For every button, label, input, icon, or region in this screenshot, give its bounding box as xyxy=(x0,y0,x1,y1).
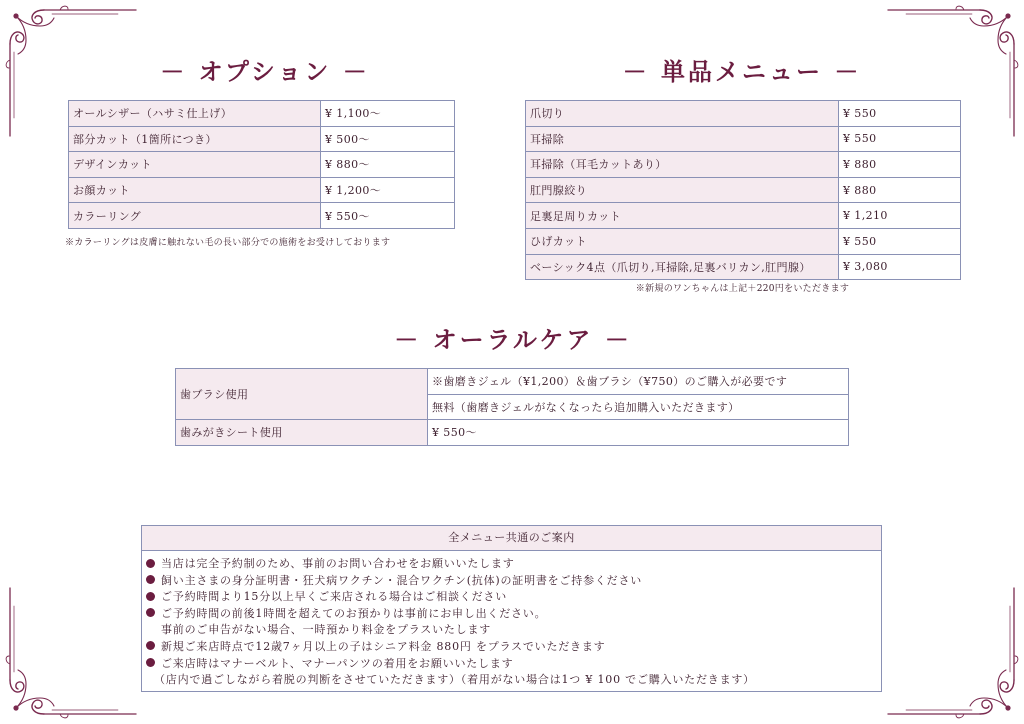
option-price: ¥ 1,200～ xyxy=(321,177,455,203)
option-name: オールシザー（ハサミ仕上げ） xyxy=(69,101,321,127)
options-heading: － オプション － xyxy=(160,57,370,86)
notice-text: （店内で過ごしながら着脱の判断をさせていただきます）（着用がない場合は1つ ¥ 100 でご購入いただきます） xyxy=(154,673,755,687)
table-row xyxy=(176,420,849,446)
options-note: ※カラーリングは皮膚に触れない毛の長い部分での施術をお受けしております xyxy=(65,238,391,248)
table-row xyxy=(69,152,455,178)
table-row xyxy=(526,228,961,254)
menu-item-name: 耳掃除 xyxy=(526,126,839,152)
menu-item-price: ¥ 880 xyxy=(839,177,961,203)
notice-text: ご予約時間の前後1時間を超えてのお預かりは事前にお申し出ください。 xyxy=(161,606,547,620)
toothbrush-label: 歯ブラシ使用 xyxy=(176,369,428,420)
bullet-icon xyxy=(146,592,155,601)
table-row xyxy=(526,126,961,152)
option-price: ¥ 550～ xyxy=(321,203,455,229)
notice-text: 飼い主さまの身分証明書・狂犬病ワクチン・混合ワクチン(抗体)の証明書をご持参ください xyxy=(161,573,643,587)
list-item-continuation xyxy=(146,622,877,639)
options-table xyxy=(68,100,455,229)
option-name: カラーリング xyxy=(69,203,321,229)
list-item xyxy=(146,573,877,590)
notice-text: 事前のご申告がない場合、一時預かり料金をプラスいたします xyxy=(161,623,492,637)
bullet-icon xyxy=(146,559,155,568)
table-row xyxy=(69,177,455,203)
list-item xyxy=(146,556,877,573)
toothbrush-detail: ※歯磨きジェル（¥1,200）＆歯ブラシ（¥750）のご購入が必要です xyxy=(428,369,849,395)
list-item xyxy=(146,589,877,606)
toothbrush-detail: 無料（歯磨きジェルがなくなったら追加購入いただきます） xyxy=(428,394,849,420)
notice-text: 当店は完全予約制のため、事前のお問い合わせをお願いいたします xyxy=(161,557,515,570)
list-item xyxy=(146,606,877,623)
bullet-icon xyxy=(146,658,155,667)
bullet-icon xyxy=(146,575,155,584)
menu-item-price: ¥ 3,080 xyxy=(839,254,961,280)
sheet-label: 歯みがきシート使用 xyxy=(176,420,428,446)
single-menu-table xyxy=(525,100,961,280)
table-row xyxy=(526,203,961,229)
option-price: ¥ 500～ xyxy=(321,126,455,152)
menu-item-price: ¥ 550 xyxy=(839,101,961,127)
menu-item-name: 爪切り xyxy=(526,101,839,127)
corner-ornament-bottom-left-icon xyxy=(0,584,140,724)
table-row xyxy=(526,177,961,203)
menu-item-name: ベーシック4点（爪切り,耳掃除,足裏バリカン,肛門腺） xyxy=(526,254,839,280)
menu-item-name: 耳掃除（耳毛カットあり） xyxy=(526,152,839,178)
common-notice-box xyxy=(141,525,882,692)
list-item-continuation xyxy=(146,672,877,689)
option-price: ¥ 880～ xyxy=(321,152,455,178)
table-row xyxy=(69,101,455,127)
oral-care-heading: － オーラルケア － xyxy=(394,325,632,354)
option-name: お顔カット xyxy=(69,177,321,203)
option-name: 部分カット（1箇所につき） xyxy=(69,126,321,152)
list-item xyxy=(146,656,877,673)
bullet-icon xyxy=(146,608,155,617)
table-row xyxy=(69,126,455,152)
table-row xyxy=(69,203,455,229)
single-menu-heading: － 単品メニュー － xyxy=(622,57,862,86)
menu-item-name: 足裏足周りカット xyxy=(526,203,839,229)
table-row xyxy=(526,152,961,178)
oral-care-table xyxy=(175,368,849,446)
bullet-icon xyxy=(146,641,155,650)
table-row xyxy=(526,254,961,280)
sheet-price: ¥ 550～ xyxy=(428,420,849,446)
table-row xyxy=(176,369,849,395)
option-price: ¥ 1,100～ xyxy=(321,101,455,127)
notice-title: 全メニュー共通のご案内 xyxy=(142,526,881,551)
notice-text: ご来店時はマナーベルト、マナーパンツの着用をお願いいたします xyxy=(161,656,514,670)
menu-item-price: ¥ 880 xyxy=(839,152,961,178)
notice-text: 新規ご来店時点で12歳7ヶ月以上の子はシニア料金 880円 をプラスでいただきます xyxy=(161,639,606,653)
notice-text: ご予約時間より15分以上早くご来店される場合はご相談ください xyxy=(161,590,507,604)
menu-item-price: ¥ 550 xyxy=(839,228,961,254)
table-row xyxy=(526,101,961,127)
single-menu-note: ※新規のワンちゃんは上記＋220円をいただきます xyxy=(635,284,850,294)
corner-ornament-bottom-right-icon xyxy=(884,584,1024,724)
option-name: デザインカット xyxy=(69,152,321,178)
menu-item-price: ¥ 550 xyxy=(839,126,961,152)
menu-item-name: ひげカット xyxy=(526,228,839,254)
notice-list xyxy=(142,551,881,689)
menu-item-price: ¥ 1,210 xyxy=(839,203,961,229)
list-item xyxy=(146,639,877,656)
menu-item-name: 肛門腺絞り xyxy=(526,177,839,203)
